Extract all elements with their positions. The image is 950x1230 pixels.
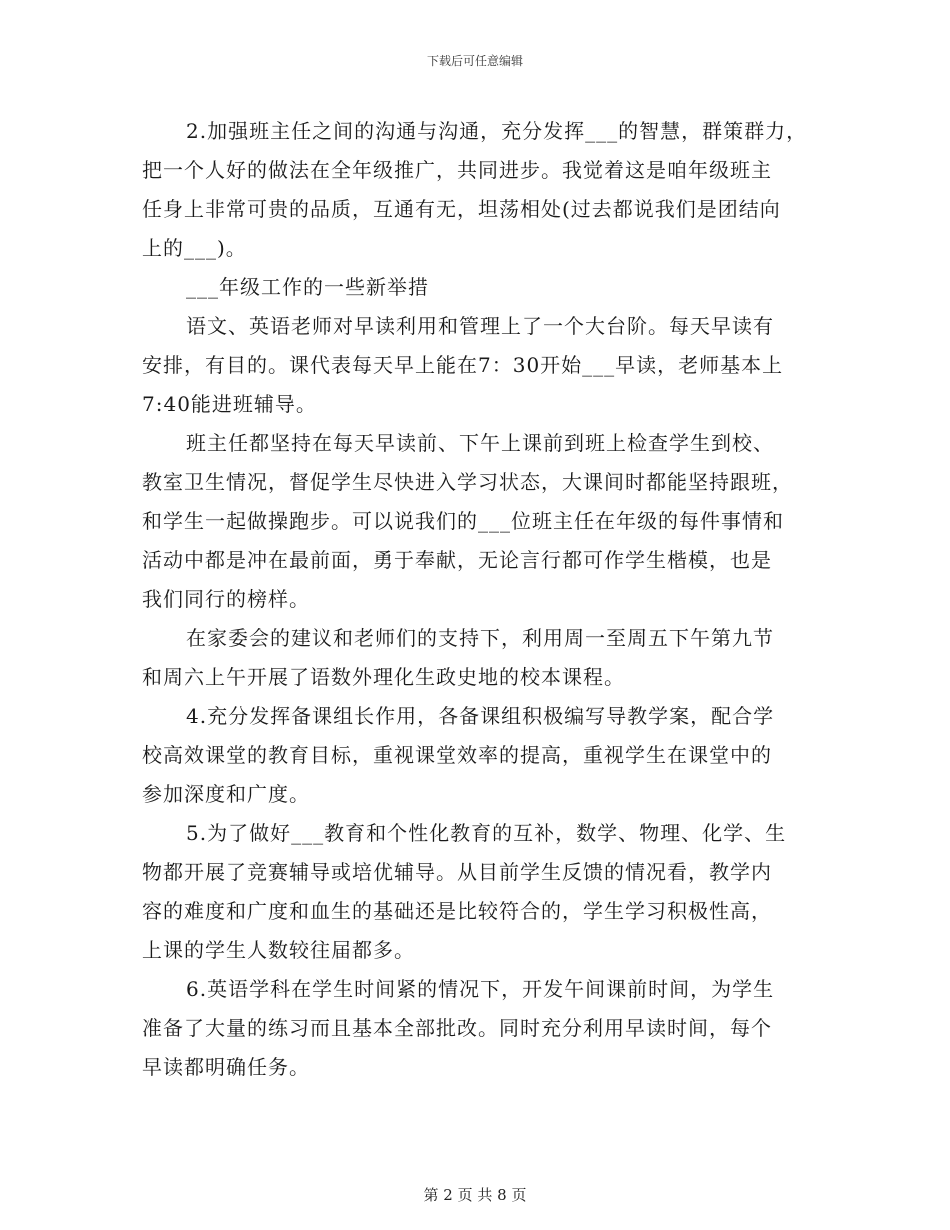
paragraph-line: 校高效课堂的教育目标，重视课堂效率的提高，重视学生在课堂中的 (142, 743, 772, 767)
paragraph-line: 7:40能进班辅导。 (142, 392, 317, 416)
paragraph-line: 物都开展了竞赛辅导或培优辅导。从目前学生反馈的情况看，教学内 (142, 860, 772, 884)
paragraph-line: 教室卫生情况，督促学生尽快进入学习状态，大课间时都能坚持跟班， (142, 470, 793, 494)
paragraph-line: 6.英语学科在学生时间紧的情况下，开发午间课前时间，为学生 (186, 977, 775, 1001)
paragraph-line: 5.为了做好___教育和个性化教育的互补，数学、物理、化学、生 (186, 821, 787, 845)
paragraph-line: 2.加强班主任之间的沟通与沟通，充分发挥___的智慧，群策群力， (186, 119, 808, 143)
paragraph-line: 语文、英语老师对早读利用和管理上了一个大台阶。每天早读有 (186, 314, 774, 338)
paragraph-line: 和学生一起做操跑步。可以说我们的___位班主任在年级的每件事情和 (142, 509, 784, 533)
paragraph-line: 任身上非常可贵的品质，互通有无，坦荡相处(过去都说我们是团结向 (142, 197, 781, 221)
page-number: 第 2 页 共 8 页 (423, 1186, 527, 1204)
paragraph-line: 班主任都坚持在每天早读前、下午上课前到班上检查学生到校、 (186, 431, 774, 455)
section-heading: ___年级工作的一些新举措 (186, 275, 429, 299)
paragraph-line: 准备了大量的练习而且基本全部批改。同时充分利用早读时间，每个 (142, 1016, 772, 1040)
paragraph-line: 在家委会的建议和老师们的支持下，利用周一至周五下午第九节 (186, 626, 774, 650)
paragraph-line: 上课的学生人数较往届都多。 (142, 938, 415, 962)
paragraph-line: 和周六上午开展了语数外理化生政史地的校本课程。 (142, 665, 625, 689)
paragraph-line: 把一个人好的做法在全年级推广，共同进步。我觉着这是咱年级班主 (142, 158, 772, 182)
paragraph-line: 容的难度和广度和血生的基础还是比较符合的，学生学习积极性高， (142, 899, 772, 923)
paragraph-line: 参加深度和广度。 (142, 782, 310, 806)
paragraph-line: 活动中都是冲在最前面，勇于奉献，无论言行都可作学生楷模，也是 (142, 548, 772, 572)
document-body (142, 112, 832, 1087)
paragraph-line: 上的___)。 (142, 236, 247, 260)
page-header: 下载后可任意编辑 (426, 54, 523, 68)
paragraph-line: 4.充分发挥备课组长作用，各备课组积极编写导教学案，配合学 (186, 704, 775, 728)
paragraph-line: 早读都明确任务。 (142, 1055, 310, 1079)
paragraph-line: 我们同行的榜样。 (142, 587, 310, 611)
paragraph-line: 安排，有目的。课代表每天早上能在7：30开始___早读，老师基本上 (142, 353, 784, 377)
